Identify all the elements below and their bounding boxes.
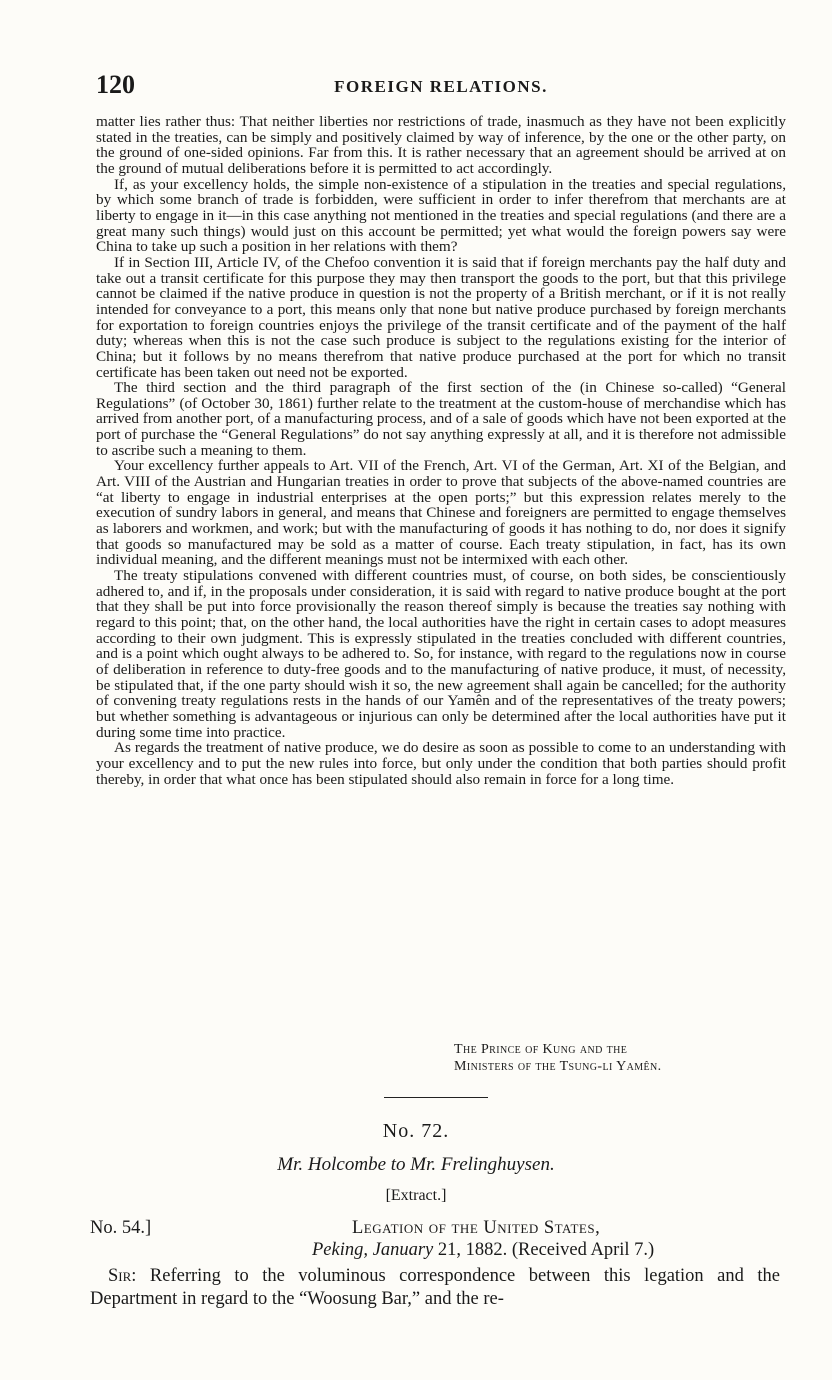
legation-heading: Legation of the United States, [352, 1218, 601, 1238]
document-number: No. 72. [382, 1120, 450, 1142]
opening-text: : Referring to the voluminous correspondence between this legation and the Department in regard to the “Woosung Bar,” and the re- [90, 1266, 780, 1309]
paragraph-5: Your excellency further appeals to Art. VII of the French, Art. VI of the German, Art. XI of the Belgian, and Art. VIII of the Austrian and Hungarian treaties in order to prove that subjects of the above-named countries are “at liberty to engage in industrial enterprises at the open ports;” but this expression relates merely to the execution of sundry labors in general, and means that Chinese and foreigners are permitted to engage themselves as laborers and workmen, and work; but with the manufacturing of goods it has nothing to do, nor does it signify that goods so manufactured may be sold as a matter of course. Each treaty stipulation, in fact, has its own individual meaning, and the different meanings must not be intermixed with each other. [96, 457, 786, 569]
opening-paragraph [90, 1265, 780, 1310]
letter-body [96, 114, 786, 787]
paragraph-2: If, as your excellency holds, the simple non-existence of a stipulation in the treaties and special regulations, by which some branch of trade is forbidden, were sufficient in order to infer therefrom that merchants are at liberty to engage in it—in this case anything not mentioned in the treaties and special regulations (and there are a great many such things) would just on this account be permitted; yet what would the foreign powers say were China to take up such a position in her relations with them? [96, 175, 786, 256]
extract-note: [Extract.] [385, 1187, 447, 1204]
date-line [312, 1240, 654, 1261]
signature-line-1: The Prince of Kung and the [454, 1042, 628, 1057]
section-divider [384, 1097, 488, 1098]
running-head: FOREIGN RELATIONS. [334, 77, 548, 96]
dispatch-number: No. 54.] [90, 1218, 152, 1238]
signature-line-2: Ministers of the Tsung-li Yamên. [454, 1059, 662, 1074]
page-header [96, 70, 786, 100]
salutation: Sir [108, 1266, 132, 1286]
paragraph-3: If in Section III, Article IV, of the Chefoo convention it is said that if foreign merchants pay the half duty and take out a transit certificate for this purpose they may then transport the goods to the port, but that this privilege cannot be claimed if the native produce in question is not the property of a British merchant, or if it is not really intended for conveyance to a port, this means only that none but native produce purchased by foreign merchants for exportation to foreign countries enjoys the privilege of the transit certificate and of the payment of the half duty; whereas when this is not the case such produce is subject to the regulations existing for the interior of China; but it follows by no means therefrom that native produce purchased at the port for which no transit certificate has been taken out need not be exported. [96, 253, 786, 381]
page-number: 120 [96, 70, 135, 99]
paragraph-4: The third section and the third paragraph of the first section of the (in Chinese so-called) “General Regulations” (of October 30, 1861) further relate to the treatment at the custom-house of merchandise which has arrived from another port, of a manufacturing process, and of a sale of goods which have not been exported at the port of purchase the “General Regulations” do not say anything expressly at all, and it is therefore not admissible to ascribe such a meaning to them. [96, 379, 786, 459]
date-rest: 21, 1882. (Received April 7.) [433, 1240, 655, 1260]
paragraph-1: matter lies rather thus: That neither liberties nor restrictions of trade, inasmuch as they have not been explicitly stated in the treaties, can be simply and positively claimed by way of inference, by the one or the other party, on the ground of one-sided opinions. Far from this. It is rather necessary that an agreement should be arrived at on the ground of mutual deliberations before it is permitted to act accordingly. [96, 113, 786, 177]
signature-block [454, 1041, 794, 1075]
paragraph-7: As regards the treatment of native produce, we do desire as soon as possible to come to an understanding with your excellency and to put the new rules into force, but only under the condition that both parties should profit thereby, in order that what once has been stipulated should also remain in force for a long time. [96, 739, 786, 788]
date-place: Peking, January [312, 1240, 434, 1260]
paragraph-6: The treaty stipulations convened with different countries must, of course, on both sides, be conscientiously adhered to, and if, in the proposals under consideration, it is said with regard to native produce bought at the port that they shall be put into force provisionally the reason thereof simply is because the treaties say nothing with regard to this point; that, on the other hand, the local authorities have the right in certain cases to adopt measures according to their own judgment. This is expressly stipulated in the treaties concluded with different countries, and is a point which ought always to be adhered to. So, for instance, with regard to the regulations now in course of deliberation in reference to duty-free goods and to the manufacturing of native produce, it must, of necessity, be stipulated that, if the one party should wish it so, the new agreement shall again be cancelled; for the authority of convening treaty regulations rests in the hands of our Yamên and of the representatives of the treaty powers; but whether something is advantageous or injurious can only be determined after the local authorities have put it during some time into practice. [96, 567, 786, 741]
document-title: Mr. Holcombe to Mr. Frelinghuysen. [277, 1154, 555, 1175]
